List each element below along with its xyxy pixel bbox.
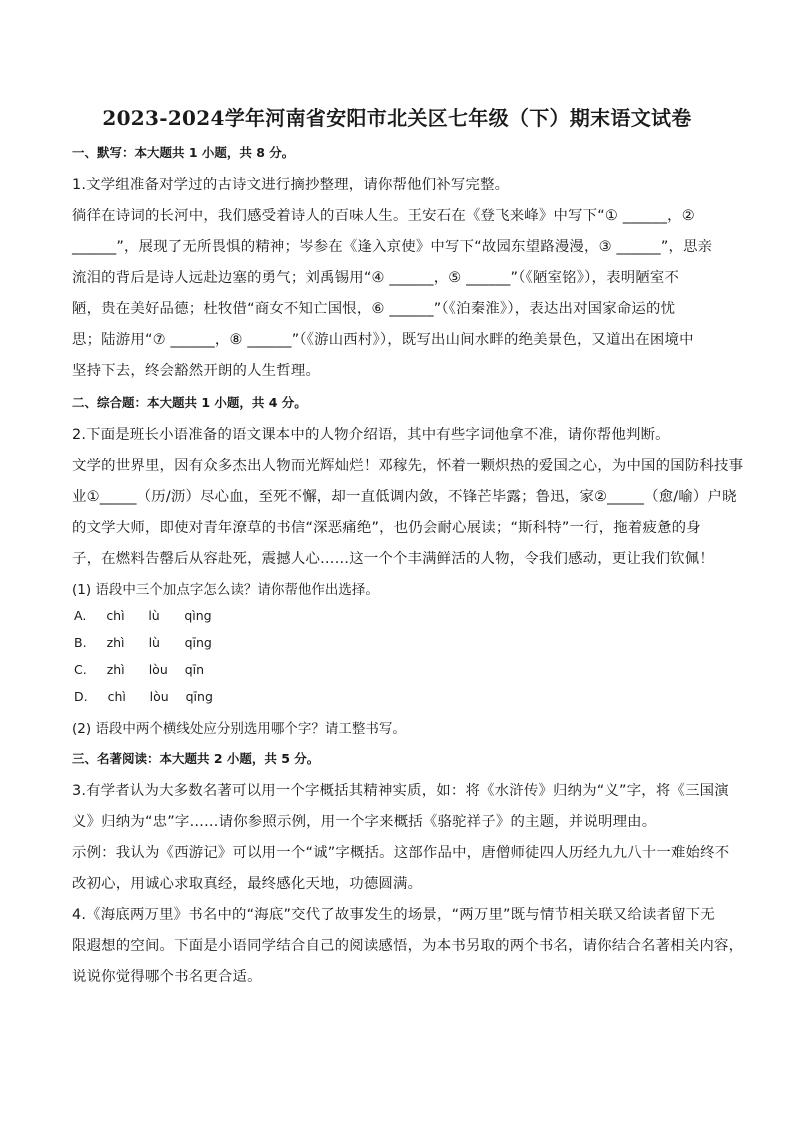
- option-pinyin: qīng: [185, 689, 213, 704]
- q3-line: 3.有学者认为大多数名著可以用一个字概括其精神实质，如：将《水浒传》归纳为“义”字，将《三国演: [72, 783, 729, 799]
- q1-line: 流泪的背后是诗人远赴边塞的勇气；刘禹锡用“④ ______，⑤ ______”（《陋室铭》），表明陋室不: [72, 270, 680, 286]
- option-letter: B.: [74, 635, 87, 650]
- option-pinyin: chì: [107, 689, 126, 704]
- q2-line: 2.下面是班长小语准备的语文课本中的人物介绍语，其中有些字词他拿不准，请你帮他判断。: [72, 427, 670, 443]
- option-pinyin: zhì: [106, 635, 125, 650]
- option-letter: C.: [74, 662, 87, 677]
- q3-line: 示例：我认为《西游记》可以用一个“诚”字概括。这部作品中，唐僧师徒四人历经九九八十一难始终不: [72, 845, 730, 861]
- option-pinyin: lù: [148, 635, 160, 650]
- section-1-heading: 一、默写：本大题共 1 小题，共 8 分。: [72, 145, 295, 160]
- q2-subquestion-1: (1) 语段中三个加点字怎么读？请你帮他作出选择。: [72, 582, 379, 598]
- option-letter: D.: [74, 689, 88, 704]
- option-b: [74, 629, 374, 656]
- question-4: [72, 900, 744, 993]
- q3-line: 义》归纳为“忠”字……请你参照示例，用一个字来概括《骆驼祥子》的主题，并说明理由。: [72, 814, 657, 830]
- section-2-heading: 二、综合题：本大题共 1 小题，共 4 分。: [72, 395, 307, 410]
- exam-title: 2023-2024学年河南省安阳市北关区七年级（下）期末语文试卷: [102, 106, 692, 130]
- option-pinyin: lù: [148, 608, 160, 623]
- q4-line: 4.《海底两万里》书名中的“海底”交代了故事发生的场景，“两万里”既与情节相关联又给读者留下无: [72, 907, 715, 923]
- q1-line: 徜徉在诗词的长河中，我们感受着诗人的百味人生。王安石在《登飞来峰》中写下“① ______，②: [72, 208, 695, 224]
- q2-line: 文学的世界里，因有众多杰出人物而光辉灿烂！邓稼先，怀着一颗炽热的爱国之心，为中国的国防科技事: [72, 458, 744, 474]
- question-1: [72, 170, 722, 387]
- option-c: [74, 656, 374, 683]
- option-pinyin: lòu: [148, 662, 168, 677]
- q2-line: 业①_____（历/沥）尽心血，至死不懈，却一直低调内敛，不锋芒毕露；鲁迅，家②_____（愈/喻）户晓: [72, 489, 737, 505]
- q4-line: 限遐想的空间。下面是小语同学结合自己的阅读感悟，为本书另取的两个书名，请你结合名著相关内容，: [72, 938, 744, 954]
- option-d: [74, 683, 374, 710]
- option-letter: A.: [74, 608, 87, 623]
- q2-options: [74, 602, 374, 710]
- q1-line: 1.文学组准备对学过的古诗文进行摘抄整理，请你帮他们补写完整。: [72, 177, 510, 193]
- q2-subquestion-2: (2) 语段中两个横线处应分别选用哪个字？请工整书写。: [72, 721, 406, 737]
- q4-line: 说说你觉得哪个书名更合适。: [72, 969, 262, 985]
- option-pinyin: zhì: [106, 662, 125, 677]
- q1-line: 陋，贵在美好品德；杜牧借“商女不知亡国恨，⑥ ______”（《泊秦淮》），表达出对国家命运的忧: [72, 301, 676, 317]
- q1-line: ______”，展现了无所畏惧的精神；岑参在《逢入京使》中写下“故园东望路漫漫，③ ______”，思亲: [72, 239, 713, 255]
- q2-line: 的文学大师，即使对青年潦草的书信“深恶痛绝”，也仍会耐心展读；“斯科特”一行，拖着疲惫的身: [72, 520, 701, 536]
- option-pinyin: chì: [106, 608, 125, 623]
- section-3-heading: 三、名著阅读：本大题共 2 小题，共 5 分。: [72, 751, 320, 766]
- option-pinyin: qīng: [184, 635, 212, 650]
- question-3: [72, 776, 730, 900]
- option-pinyin: lòu: [149, 689, 169, 704]
- q3-line: 改初心，用诚心求取真经，最终感化天地，功德圆满。: [72, 876, 423, 892]
- option-pinyin: qīn: [184, 662, 205, 677]
- q1-line: 坚持下去，终会豁然开朗的人生哲理。: [72, 363, 321, 379]
- q2-line: 子，在燃料告罄后从容赴死，震撼人心……这一个个丰满鲜活的人物，令我们感动，更让我们钦佩！: [72, 551, 714, 567]
- q1-line: 思；陆游用“⑦ ______，⑧ ______”（《游山西村》），既写出山间水畔的绝美景色，又道出在困境中: [72, 332, 694, 348]
- question-2: [72, 420, 744, 575]
- option-a: [74, 602, 374, 629]
- option-pinyin: qìng: [184, 608, 212, 623]
